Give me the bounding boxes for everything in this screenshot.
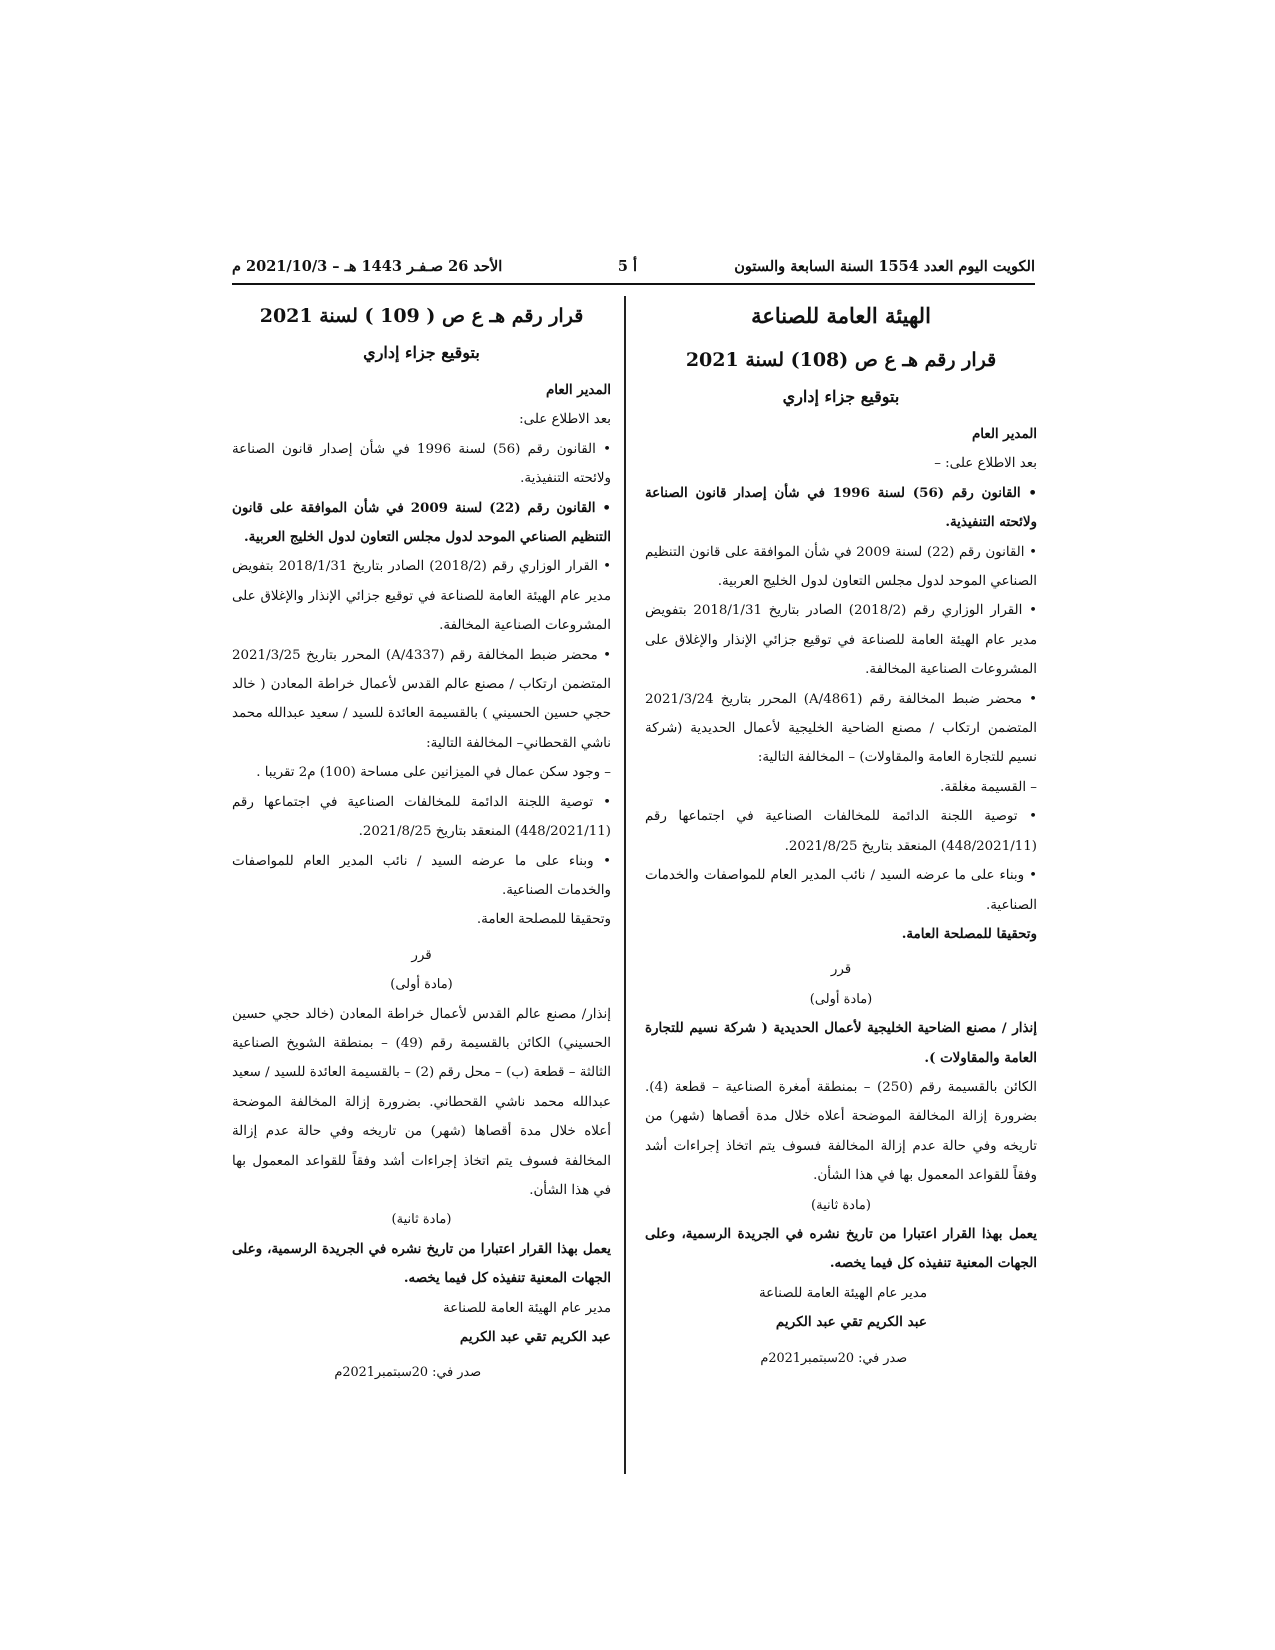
signatory-title: مدير عام الهيئة العامة للصناعة [758, 1285, 927, 1301]
header-issue: الكويت اليوم العدد 1554 السنة السابعة والستون [734, 258, 1035, 275]
header-rule [232, 283, 1035, 285]
violation-item: – وجود سكن عمال في الميزانين على مساحة (100) م2 تقريبا . [256, 765, 611, 781]
bullet-law-56: • القانون رقم (56) لسنة 1996 في شأن إصدار قانون الصناعة ولائحته التنفيذية. [645, 484, 1037, 531]
decided-label: قرر [411, 947, 432, 963]
signatory-name: عبد الكريم تقي عبد الكريم [775, 1314, 927, 1331]
issue-date: صدر في: 20سبتمبر2021م [334, 1365, 481, 1381]
bullet-presentation: • وبناء على ما عرضه السيد / نائب المدير العام للمواصفات والخدمات الصناعية. [645, 868, 1037, 913]
public-interest: وتحقيقا للمصلحة العامة. [901, 925, 1037, 942]
article-two-heading: (مادة ثانية) [391, 1212, 452, 1228]
bullet-law-22: • القانون رقم (22) لسنة 2009 في شأن الموافقة على قانون التنظيم الصناعي الموحد لدول مجلس التعاون لدول الخليج العربية. [232, 499, 611, 546]
issue-date: صدر في: 20سبتمبر2021م [760, 1350, 907, 1366]
bullet-presentation: • وبناء على ما عرضه السيد / نائب المدير العام للمواصفات والخدمات الصناعية. [232, 853, 611, 898]
column-divider [624, 296, 626, 1474]
article-two-heading: (مادة ثانية) [811, 1197, 871, 1213]
article-two-text: يعمل بهذا القرار اعتبارا من تاريخ نشره في الجريدة الرسمية، وعلى الجهات المعنية تنفيذه كل فيما يخصه. [232, 1240, 611, 1287]
violation-item: – القسيمة مغلقة. [940, 779, 1037, 795]
after-review: بعد الاطلاع على: – [934, 456, 1037, 472]
bullet-ministerial-decision: • القرار الوزاري رقم (2018/2) الصادر بتاريخ 2018/1/31 بتفويض مدير عام الهيئة العامة للصناعة في توقيع جزائي الإنذار والإغلاق على المشروعات الصناعية المخالفة. [232, 559, 611, 634]
signatory-title: مدير عام الهيئة العامة للصناعة [442, 1300, 611, 1316]
public-interest: وتحقيقا للمصلحة العامة. [476, 912, 611, 928]
decision-109 [232, 296, 611, 1388]
decision-subtitle: بتوقيع جزاء إداري [782, 387, 900, 406]
decision-subtitle: بتوقيع جزاء إداري [363, 343, 480, 362]
decided-label: قرر [830, 962, 852, 978]
bullet-law-22: • القانون رقم (22) لسنة 2009 في شأن الموافقة على قانون التنظيم الصناعي الموحد لدول مجلس التعاون لدول الخليج العربية. [645, 544, 1037, 590]
article-one-text: إنذار / مصنع الضاحية الخليجية لأعمال الحديدية ( شركة نسيم للتجارة العامة والمقاولات ). [645, 1020, 1037, 1066]
bullet-committee: • توصية اللجنة الدائمة للمخالفات الصناعية في اجتماعها رقم (448/2021/11) المنعقد بتاريخ 2021/8/25. [645, 809, 1037, 854]
decision-title: قرار رقم هـ ع ص (108) لسنة 2021 [685, 349, 997, 371]
bullet-committee: • توصية اللجنة الدائمة للمخالفات الصناعية في اجتماعها رقم (448/2021/11) المنعقد بتاريخ 2021/8/25. [232, 794, 611, 840]
director-label: المدير العام [972, 426, 1037, 442]
after-review: بعد الاطلاع على: [519, 412, 611, 428]
header-date: الأحد 26 صـفـر 1443 هـ – 2021/10/3 م [232, 258, 503, 275]
decision-108 [645, 296, 1037, 1373]
bullet-violation-report: • محضر ضبط المخالفة رقم (4861/A) المحرر بتاريخ 2021/3/24 المتضمن ارتكاب / مصنع الضاحية الخليجية لأعمال الحديدية (شركة نسيم للتجارة العامة والمقاولات) – المخالفة التالية: [645, 691, 1038, 766]
article-one-heading: (مادة أولى) [390, 977, 453, 993]
bullet-violation-report: • محضر ضبط المخالفة رقم (4337/A) المحرر بتاريخ 2021/3/25 المتضمن ارتكاب / مصنع عالم القدس لأعمال خراطة المعادن ( خالد حجي حسين الحسيني ) بالقسيمة العائدة للسيد / سعيد عبدالله محمد ناشي القحطاني– المخالفة التالية: [232, 647, 612, 751]
article-one-text: إنذار/ مصنع عالم القدس لأعمال خراطة المعادن (خالد حجي حسين الحسيني) الكائن بالقسيمة رقم (49) – بمنطقة الشويخ الصناعية الثالثة – قطعة (ب) – محل رقم (2) – بالقسيمة العائدة للسيد / سعيد عبدالله محمد ناشي القحطاني. بضرورة إزالة المخالفة الموضحة أعلاه خلال مدة أقصاها (شهر) من تاريخه وفي حالة عدم إزالة المخالفة فسوف يتم اتخاذ إجراءات أشد وفقاً للقواعد المعمول بها في هذا الشأن. [232, 1006, 611, 1198]
article-one-text-2: الكائن بالقسيمة رقم (250) – بمنطقة أمغرة الصناعية – قطعة (4). بضرورة إزالة المخالفة الموضحة أعلاه خلال مدة أقصاها (شهر) من تاريخه وفي حالة عدم إزالة المخالفة فسوف يتم اتخاذ إجراءات أشد وفقاً للقواعد المعمول بها في هذا الشأن. [645, 1079, 1037, 1184]
header-page-number: أ 5 [617, 258, 637, 275]
bullet-law-56: • القانون رقم (56) لسنة 1996 في شأن إصدار قانون الصناعة ولائحته التنفيذية. [232, 441, 611, 487]
director-label: المدير العام [546, 382, 611, 398]
article-two-text: يعمل بهذا القرار اعتبارا من تاريخ نشره في الجريدة الرسمية، وعلى الجهات المعنية تنفيذه كل فيما يخصه. [645, 1225, 1037, 1272]
page-header [232, 258, 1035, 284]
article-one-heading: (مادة أولى) [809, 991, 873, 1007]
decision-title: قرار رقم هـ ع ص ( 109 ) لسنة 2021 [259, 305, 584, 327]
signatory-name: عبد الكريم تقي عبد الكريم [459, 1329, 611, 1345]
agency-title: الهيئة العامة للصناعة [751, 303, 931, 328]
bullet-ministerial-decision: • القرار الوزاري رقم (2018/2) الصادر بتاريخ 2018/1/31 بتفويض مدير عام الهيئة العامة للصناعة في توقيع جزائي الإنذار والإغلاق على المشروعات الصناعية المخالفة. [645, 603, 1037, 678]
